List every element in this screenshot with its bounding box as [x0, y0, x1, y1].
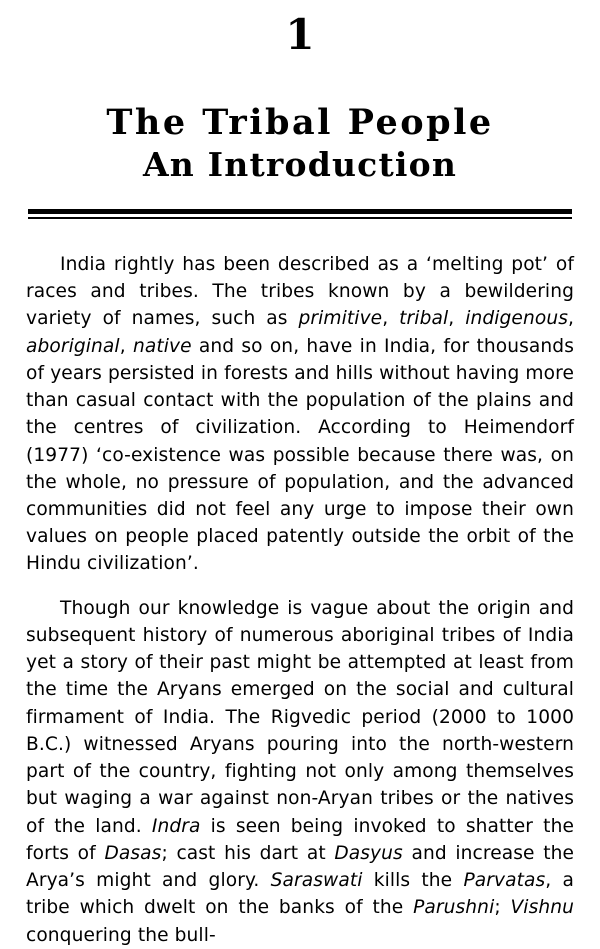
text-run: ,	[568, 308, 575, 330]
text-run: is seen being invoked to shatter the forts of	[26, 815, 574, 864]
emphasis-text: Dasyus	[334, 842, 403, 864]
para-1	[26, 251, 574, 578]
emphasis-text: Saraswati	[270, 870, 363, 892]
para-2	[26, 595, 574, 949]
emphasis-text: primitive	[298, 308, 383, 330]
chapter-title-main: The Tribal People	[106, 102, 494, 143]
text-run: and so on, have in India, for thousands of years persisted in forests and hills without having more than casual contact with the population of the plains and the centres of civilization. According to Heimendorf (1977) ‘co-existence was possible because there was, on the whole, no pressure of population, and the advanced communities did not feel any urge to impose their own values on people placed patently outside the orbit of the Hindu civilization’.	[26, 335, 574, 575]
chapter-title-subtitle: An Introduction	[142, 145, 458, 185]
emphasis-text: Vishnu	[510, 897, 575, 919]
emphasis-text: indigenous	[465, 308, 568, 330]
emphasis-text: Indra	[151, 815, 201, 837]
text-run: kills the	[362, 870, 464, 892]
body-text	[26, 251, 574, 949]
text-run: India rightly has been described as a ‘melting pot’ of races and tribes. The tribes known by a bewildering variety of names, such as	[26, 253, 574, 330]
text-run: ; cast his dart at	[161, 842, 335, 864]
emphasis-text: Parushni	[413, 897, 495, 919]
text-run: ;	[494, 897, 511, 919]
text-run: ,	[119, 335, 133, 357]
emphasis-text: Dasas	[104, 842, 162, 864]
text-run: ,	[382, 308, 400, 330]
text-run: ,	[448, 308, 466, 330]
text-run: Though our knowledge is vague about the origin and subsequent history of numerous aboriginal tribes of India yet a story of their past might be attempted at least from the time the Aryans emerged on the social and cultural firmament of India. The Rigvedic period (2000 to 1000 B.C.) witnessed Aryans pouring into the north-western part of the country, fighting not only among themselves but waging a war against non-Aryan tribes or the natives of the land.	[26, 597, 574, 837]
emphasis-text: native	[132, 335, 192, 357]
chapter-number: 1	[285, 10, 315, 59]
divider-thin-rule	[28, 217, 572, 219]
chapter-title	[26, 102, 574, 185]
title-divider	[28, 209, 572, 219]
emphasis-text: aboriginal	[26, 335, 120, 357]
emphasis-text: Parvatas	[463, 870, 546, 892]
text-run: conquering the bull-	[26, 924, 216, 946]
emphasis-text: tribal	[399, 308, 449, 330]
document-page	[0, 10, 600, 946]
text-run: , a tribe which dwelt on the banks of the	[26, 870, 574, 919]
text-run: and increase the Arya’s might and glory.	[26, 842, 575, 892]
